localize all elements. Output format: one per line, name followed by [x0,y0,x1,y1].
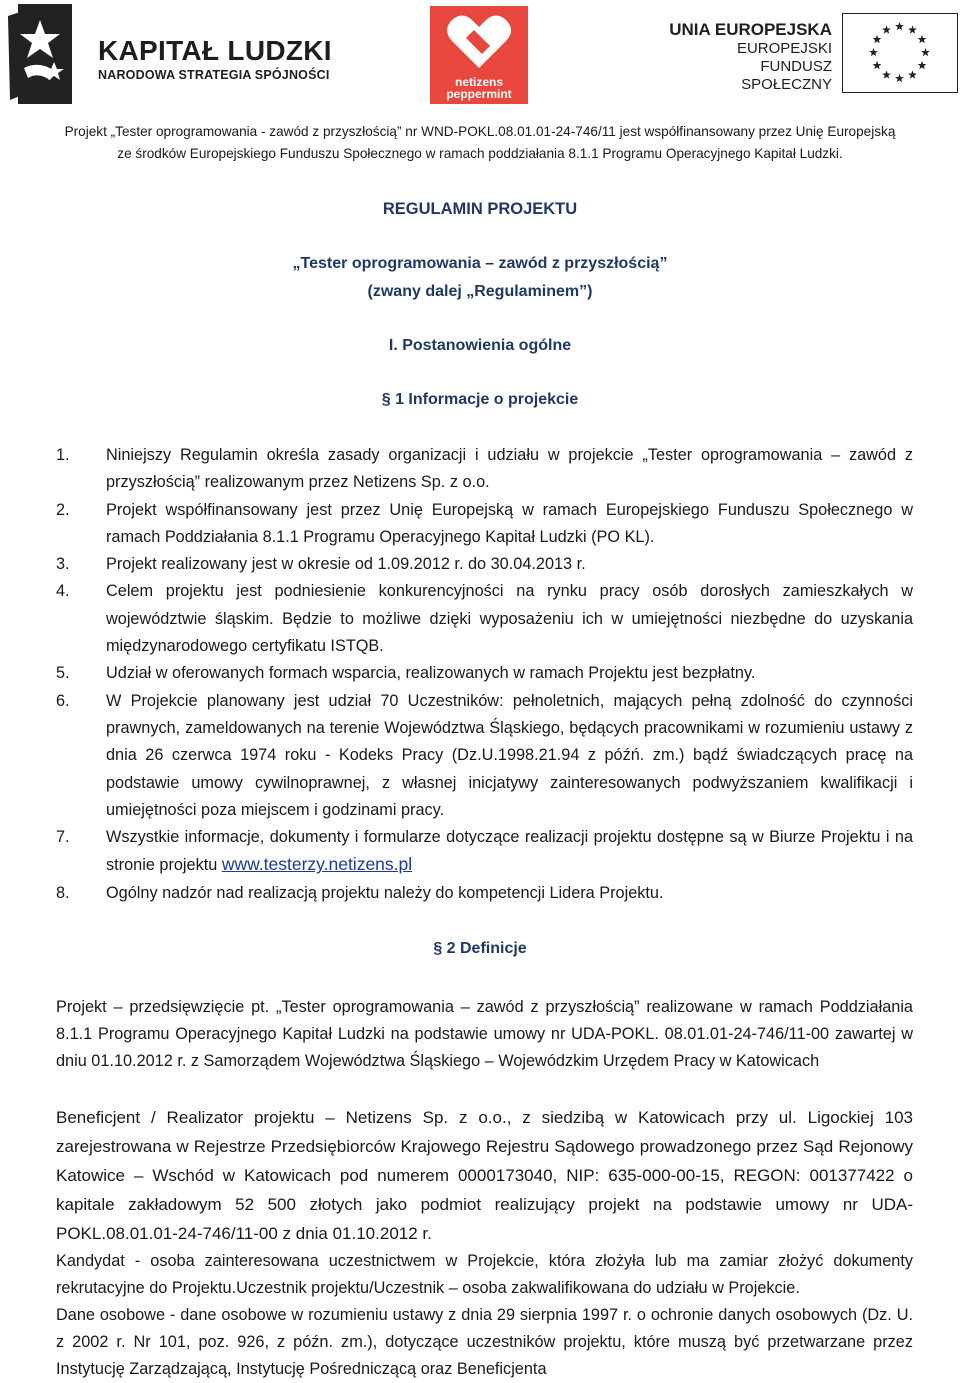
eu-star-icon [918,35,927,43]
section-heading-1: § 1 Informacje o projekcie [381,391,579,408]
eu-star-icon [882,70,891,78]
eu-union-label: UNIA EUROPEJSKA [669,20,832,39]
eu-star-icon [908,25,917,33]
list-item: 2. Projekt współfinansowany jest przez Unię Europejską w ramach Europejskiego Funduszu Społecznego w ramach Poddziałania 8.1.1 Programu Operacyjnego Kapitał Ludzki (PO KL). [56,500,913,546]
kapital-ludzki-title: KAPITAŁ LUDZKI [98,35,332,66]
definition-candidate: Kandydat - osoba zainteresowana uczestnictwem w Projekcie, która złożyła lub ma zamiar złożyć dokumenty rekrutacyjne do Projektu.Uczestnik projektu/Uczestnik – osoba zakwalifikowana do udziału w Projekcie. [56,1252,913,1297]
definition-project: Projekt – przedsięwzięcie pt. „Tester oprogramowania – zawód z przyszłością” realizowane w ramach Poddziałania 8.1.1 Programu Operacyjnego Kapitał Ludzki na podstawie umowy nr UDA-POKL. 08.01.01-24-746/11-00 zawartej w dniu 01.10.2012 r. z Samorządem Województwa Śląskiego – Wojewódzkim Urzędem Pracy w Katowicach [56,998,913,1070]
list-item: 1. Niniejszy Regulamin określa zasady organizacji i udziału w projekcie „Tester oprogramowania – zawód z przyszłością” realizowanym przez Netizens Sp. z o.o. [56,446,913,492]
document-subtitle: „Tester oprogramowania – zawód z przyszłością” [292,255,668,272]
eu-star-icon [908,70,917,78]
definition-beneficiary: Beneficjent / Realizator projektu – Netizens Sp. z o.o., z siedzibą w Katowicach przy ul. Ligockiej 103 zarejestrowana w Rejestrze Przedsiębiorców Krajowego Rejestru Sądowego prowadzonego przez Sąd Rejonowy Katowice – Wschód w Katowicach pod numerem 0000173040, NIP: 635-000-00-15, REGON: 001377422 o kapitale zakładowym 52 500 złotych jako podmiot realizujący projekt na podstawie umowy nr UDA-POKL.08.01.01-24-746/11-00 z dnia 01.10.2012 r. [56,1108,913,1243]
kapital-ludzki-logo [6,2,336,106]
list-item: 7. Wszystkie informacje, dokumenty i formularze dotyczące realizacji projektu dostępne są w Biurze Projektu i na stronie projektu www.testerzy.netizens.pl [56,828,913,875]
eu-star-icon [882,25,891,33]
netizens-heart-icon [430,6,528,76]
kapital-ludzki-subtitle: NARODOWA STRATEGIA SPÓJNOŚCI [98,68,330,82]
kapital-ludzki-flag-icon [6,2,78,106]
eu-flag [842,13,958,93]
eu-star-icon [869,48,878,56]
eu-star-icon [873,61,882,69]
eu-star-icon [921,48,930,56]
eu-star-icon [918,61,927,69]
eu-star-icon [873,35,882,43]
eu-stars-icon [843,14,956,91]
list-item: 6. W Projekcie planowany jest udział 70 Uczestników: pełnoletnich, mających pełną zdolność do czynności prawnych, zameldowanych na terenie Województwa Śląskiego, będących pracownikami w rozumieniu ustawy z dnia 26 czerwca 1974 roku - Kodeks Pracy (Dz.U.1998.21.94 z późń. zm.) bądź świadczących pracę na podstawie umowy cywilnoprawnej, z własnej inicjatywy zainteresowanych podwyższaniem kwalifikacji i umiejętności poza miejscem i godzinami pracy. [56,691,913,819]
netizens-logo [430,6,528,104]
document-subtitle-note: (zwany dalej „Regulaminem”) [367,283,593,300]
document-title: REGULAMIN PROJEKTU [382,200,578,218]
eu-fund-text [668,20,832,94]
eu-fund-label-1: EUROPEJSKI [736,40,832,57]
list-item: 4. Celem projektu jest podniesienie konkurencyjności na rynku pracy osób dorosłych zamieszkałych w województwie śląskim. Będzie to możliwe dzięki wyposażeniu ich w umiejętności niezbędne do uzyskania międzynarodowego certyfikatu ISTQB. [56,582,913,656]
definition-personal-data: Dane osobowe - dane osobowe w rozumieniu ustawy z dnia 29 sierpnia 1997 r. o ochronie danych osobowych (Dz. U. z 2002 r. Nr 101, poz. 926, z późn. zm.), dotyczące uczestników projektu, które muszą być przetwarzane przez Instytucję Zarządzającą, Instytucję Pośredniczącą oraz Beneficjenta [56,1306,913,1378]
eu-star-icon [895,22,904,30]
list-item: 3. Projekt realizowany jest w okresie od 1.09.2012 r. do 30.04.2013 r. [56,555,586,574]
netizens-tagline: peppermint [446,87,512,101]
project-funding-line-1: Projekt „Tester oprogramowania - zawód z przyszłością” nr WND-POKL.08.01.01-24-746/11 jest współfinansowany przez Unię Europejską [64,124,896,139]
project-info-list [56,442,913,907]
project-funding-info [0,121,960,165]
list-item: 5. Udział w oferowanych formach wsparcia, realizowanych w ramach Projektu jest bezpłatny. [56,664,756,683]
chapter-heading: I. Postanowienia ogólne [388,337,572,354]
eu-star-icon [895,74,904,82]
netizens-name: netizens [454,75,503,89]
project-website-link[interactable]: www.testerzy.netizens.pl [221,854,413,875]
project-funding-line-2: ze środków Europejskiego Funduszu Społecznego w ramach poddziałania 8.1.1 Programu Operacyjnego Kapitał Ludzki. [117,146,843,161]
list-item: 8. Ogólny nadzór nad realizacją projektu należy do kompetencji Lidera Projektu. [56,883,664,902]
eu-fund-label-2: FUNDUSZ SPOŁECZNY [741,58,832,93]
section-heading-2: § 2 Definicje [433,940,527,957]
